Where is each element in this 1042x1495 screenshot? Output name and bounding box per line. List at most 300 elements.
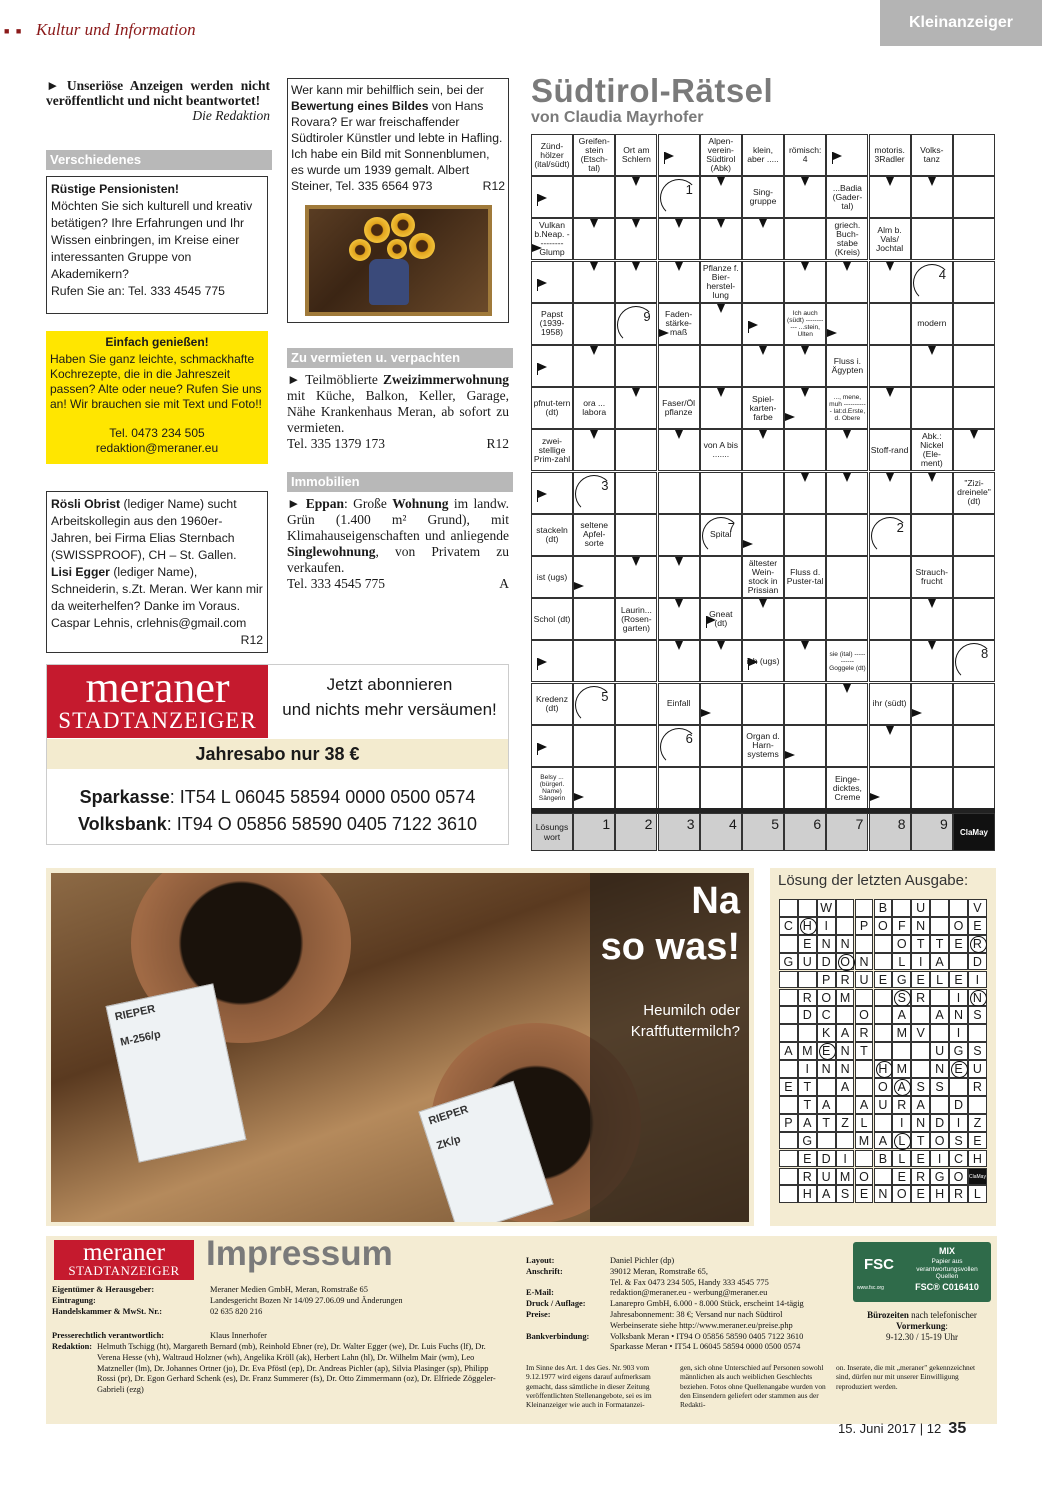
solution-cell: N (817, 935, 836, 953)
answer-cell[interactable] (658, 472, 700, 514)
answer-cell[interactable] (658, 767, 700, 809)
solution-cell: E (911, 1185, 930, 1203)
clue-cell (911, 556, 953, 598)
solution-cell: U (968, 1060, 987, 1078)
solution-cell: G (779, 953, 798, 971)
answer-cell[interactable] (784, 429, 826, 471)
ad-subline: Heumilch oder Kraftfuttermilch? (630, 1002, 740, 1040)
solution-cell (779, 899, 798, 917)
answer-cell[interactable] (953, 303, 995, 345)
solution-cell: A (855, 1096, 874, 1114)
answer-cell[interactable] (658, 514, 700, 556)
answer-cell[interactable] (615, 725, 657, 767)
ad-contact[interactable]: Caspar Lehnis, crlehnis@gmail.com (51, 616, 247, 630)
arrow-down-icon (801, 346, 809, 355)
ad-name: Rösli Obrist (51, 497, 121, 511)
arrow-bent-icon (832, 152, 841, 164)
solution-cell (892, 1042, 911, 1060)
clue-text: römisch: 4 (788, 145, 822, 164)
arrow-down-icon (886, 262, 894, 271)
answer-cell[interactable] (869, 598, 911, 640)
intro-notice-text: ► Unseriöse Anzeigen werden nicht veröffentlicht und nicht beantwortet! (46, 78, 270, 108)
arrow-down-icon (632, 262, 640, 271)
answer-cell[interactable] (911, 767, 953, 809)
answer-cell[interactable] (953, 683, 995, 725)
solution-cell (836, 1096, 855, 1114)
sunflower-shape (409, 233, 435, 259)
solution-cell (874, 1042, 893, 1060)
answer-cell[interactable] (953, 556, 995, 598)
solution-cell: T (911, 935, 930, 953)
solution-cell: C (779, 917, 798, 935)
slogan-line: Jetzt abonnieren (326, 675, 453, 694)
ad-code: R12 (486, 436, 509, 451)
solution-cell (779, 1006, 798, 1024)
solution-letter-cell[interactable] (700, 813, 742, 851)
solution-cell: A (911, 1096, 930, 1114)
solution-cell (874, 1024, 893, 1042)
clue-text: Ich auch (südt) ----------- ...stein, Ulten (787, 309, 824, 338)
clue-cell (658, 387, 700, 429)
impressum-title: Impressum (206, 1234, 393, 1273)
answer-cell[interactable] (573, 725, 615, 767)
solution-cell (779, 1132, 798, 1150)
clue-cell (573, 134, 615, 176)
ad-einfach-geniessen (46, 331, 268, 464)
clue-cell (826, 767, 868, 809)
answer-cell[interactable] (953, 218, 995, 260)
solution-cell: T (855, 1042, 874, 1060)
circle-number: 2 (896, 519, 904, 535)
answer-cell[interactable] (911, 683, 953, 725)
answer-cell[interactable] (615, 472, 657, 514)
clue-text: Stoff-rand (870, 444, 909, 455)
answer-cell[interactable] (700, 472, 742, 514)
tag-code: M-256/p (119, 1028, 162, 1049)
arrow-right-icon (659, 329, 669, 337)
clue-text: von A bis ....... (703, 440, 738, 460)
ad-text: ► Teilmöblierte (287, 372, 383, 387)
clue-text: Einfall (666, 698, 691, 709)
ad-text: mit Küche, Balkon, Keller, Garage, Nähe Krankenhaus Meran, ab sofort zu vermieten. (287, 388, 509, 435)
clue-text: Einge-dicktes, Creme (832, 773, 862, 802)
answer-cell[interactable] (911, 218, 953, 260)
solution-cell: E (779, 1078, 798, 1096)
footer-separator: | (919, 1421, 924, 1436)
clue-cell (531, 218, 573, 260)
arrow-right-icon (785, 751, 795, 759)
clue-text: Faser/Öl pflanze (662, 398, 696, 418)
solution-cell: H (968, 1150, 987, 1168)
solution-cell: O (892, 1185, 911, 1203)
clue-cell (869, 134, 911, 176)
answer-cell[interactable] (826, 514, 868, 556)
arrow-down-icon (590, 262, 598, 271)
answer-cell[interactable] (953, 261, 995, 303)
solution-cell: S (892, 989, 911, 1007)
solution-cell (779, 1150, 798, 1168)
arrow-down-icon (759, 219, 767, 228)
arrow-right-icon (574, 793, 584, 801)
arrow-down-icon (759, 430, 767, 439)
answer-cell[interactable] (573, 176, 615, 218)
ad-headline (590, 878, 740, 970)
clue-text: Strauch-frucht (915, 567, 949, 586)
clue-cell (531, 303, 573, 345)
solution-cell: L (930, 971, 949, 989)
arrow-down-icon (801, 262, 809, 271)
ad-bold: Bewertung eines Bildes (291, 99, 429, 113)
answer-cell[interactable] (742, 472, 784, 514)
answer-cell[interactable] (784, 218, 826, 260)
solution-cell: A (836, 1078, 855, 1096)
solution-cell (836, 1006, 855, 1024)
answer-cell[interactable] (615, 429, 657, 471)
clue-cell (826, 387, 868, 429)
answer-cell[interactable] (953, 176, 995, 218)
solution-cell (874, 935, 893, 953)
imp-press-label: Presserechtlich verantwortlich: (52, 1331, 165, 1340)
solution-cell (968, 1096, 987, 1114)
answer-cell[interactable] (615, 514, 657, 556)
solution-cell: O (874, 1078, 893, 1096)
clue-text: klein, aber ..... (747, 145, 779, 164)
solution-cell: E (949, 971, 968, 989)
solution-cell: U (798, 953, 817, 971)
solution-cell: V (911, 1024, 930, 1042)
clue-text: sie (ital) ----------- Goggele (dt) (829, 650, 866, 672)
solution-cell (836, 899, 855, 917)
answer-cell[interactable] (573, 598, 615, 640)
solution-cell: H (798, 1185, 817, 1203)
arrow-right-icon (827, 329, 837, 337)
solution-cell: O (817, 989, 836, 1007)
clue-text: ist (ugs) (536, 571, 568, 582)
solution-cell: O (855, 1168, 874, 1186)
solution-cell (855, 1060, 874, 1078)
clue-cell (573, 514, 615, 556)
solution-cell: E (968, 917, 987, 935)
solution-cell: T (798, 1096, 817, 1114)
clue-text: stackeln (dt) (536, 524, 568, 544)
arrow-down-icon (717, 641, 725, 650)
arrow-down-icon (801, 473, 809, 482)
arrow-down-icon (717, 177, 725, 186)
arrow-down-icon (801, 177, 809, 186)
answer-cell[interactable] (615, 767, 657, 809)
solution-cell (779, 989, 798, 1007)
answer-cell[interactable] (869, 640, 911, 682)
fsc-mix: MIX (938, 1246, 955, 1256)
solution-cell (930, 1096, 949, 1114)
circle-number: 6 (685, 730, 693, 746)
logo-word: meraner (83, 1239, 165, 1266)
office-bold: Vormerkung (896, 1321, 946, 1331)
imp-values: Meraner Medien GmbH, Meran, Romstraße 65 Landesgericht Bozen Nr 14/09 27.06.09 und Änderungen 02 635 820 216 (210, 1285, 403, 1316)
answer-cell[interactable] (784, 598, 826, 640)
answer-cell[interactable] (911, 514, 953, 556)
section-title: Kultur und Information (36, 20, 196, 39)
clue-text: modern (917, 318, 947, 329)
clue-text: seltene Apfel-sorte (580, 520, 609, 549)
solution-cell: D (817, 953, 836, 971)
solution-cell: R (798, 989, 817, 1007)
solution-cell: R (911, 1168, 930, 1186)
answer-cell[interactable] (700, 345, 742, 387)
solution-cell: O (874, 917, 893, 935)
answer-cell[interactable] (742, 767, 784, 809)
arrow-down-icon (928, 599, 936, 608)
clue-cell (953, 472, 995, 514)
solution-cell: P (855, 917, 874, 935)
answer-cell[interactable] (953, 134, 995, 176)
clue-text: Zünd-hölzer (ital/südt) (534, 140, 570, 169)
ad-text: Wer kann mir behilflich sein, bei der (291, 83, 484, 97)
solution-cell: L (892, 1150, 911, 1168)
solution-cell: N (968, 989, 987, 1007)
fsc-logo: FSC (864, 1256, 894, 1273)
solution-cell: D (817, 1150, 836, 1168)
solution-cell: G (798, 1132, 817, 1150)
answer-cell[interactable] (700, 767, 742, 809)
arrow-down-icon (632, 557, 640, 566)
answer-cell[interactable] (742, 261, 784, 303)
sunflower-shape (364, 217, 390, 243)
solution-cell (779, 1168, 798, 1186)
category-vermieten: Zu vermieten u. verpachten (287, 348, 513, 368)
answer-cell[interactable] (573, 767, 615, 809)
ad-text: (lediger Name), Schneiderin, s.Zt. Meran. Wer kann mir da weiterhelfen? Danke im Voraus. (51, 565, 263, 613)
circle-number: 1 (685, 182, 693, 198)
clue-cell (784, 134, 826, 176)
answer-cell[interactable] (784, 683, 826, 725)
puzzle-brand: ClaMay (953, 813, 995, 851)
answer-cell[interactable] (911, 387, 953, 429)
solution-cell: M (892, 1024, 911, 1042)
arrow-down-icon (843, 473, 851, 482)
solution-letter-cell[interactable] (826, 813, 868, 851)
clue-cell (700, 261, 742, 303)
clue-cell (826, 176, 868, 218)
solution-cell: O (892, 935, 911, 953)
solution-cell: E (798, 1150, 817, 1168)
answer-cell[interactable] (911, 725, 953, 767)
clue-cell (742, 725, 784, 767)
answer-cell[interactable] (573, 556, 615, 598)
solution-cell: L (855, 1114, 874, 1132)
answer-cell[interactable] (573, 303, 615, 345)
answer-cell[interactable] (869, 345, 911, 387)
clue-text: Alm b. Vals/ Jochtal (875, 224, 904, 253)
solution-cell: O (930, 1132, 949, 1150)
answer-cell[interactable] (742, 514, 784, 556)
solution-cell: D (968, 953, 987, 971)
arrow-down-icon (843, 430, 851, 439)
answer-cell[interactable] (615, 640, 657, 682)
answer-cell[interactable] (826, 556, 868, 598)
solution-letter-cell[interactable] (784, 813, 826, 851)
answer-cell[interactable] (615, 683, 657, 725)
answer-cell[interactable] (700, 683, 742, 725)
solution-number: 2 (644, 816, 653, 833)
arrow-down-icon (886, 388, 894, 397)
solution-letter-cell[interactable] (869, 813, 911, 851)
headline-line: so was! (600, 926, 740, 968)
answer-cell[interactable] (700, 725, 742, 767)
clue-cell (742, 556, 784, 598)
arrow-bent-icon (706, 616, 715, 628)
arrow-down-icon (886, 726, 894, 735)
solution-cell (855, 899, 874, 917)
solution-cell: A (817, 1096, 836, 1114)
answer-cell[interactable] (953, 514, 995, 556)
answer-cell[interactable] (658, 345, 700, 387)
solution-cell (817, 1078, 836, 1096)
clue-cell (615, 134, 657, 176)
arrow-down-icon (843, 262, 851, 271)
answer-cell[interactable] (869, 303, 911, 345)
tag-brand: RIEPER (113, 1003, 157, 1024)
solution-cell: G (892, 971, 911, 989)
solution-cell: I (949, 1114, 968, 1132)
bank-name: Volksbank (78, 814, 167, 834)
ad-title: Einfach genießen! (105, 335, 209, 349)
solution-cell (855, 935, 874, 953)
solution-cell (930, 899, 949, 917)
answer-cell[interactable] (784, 725, 826, 767)
solution-cell: E (911, 971, 930, 989)
solution-cell (855, 989, 874, 1007)
solution-cell (855, 1078, 874, 1096)
solution-cell: R (855, 1024, 874, 1042)
solution-cell (836, 917, 855, 935)
solution-cell: N (949, 1006, 968, 1024)
answer-cell[interactable] (615, 345, 657, 387)
ad-email[interactable]: redaktion@meraner.eu (95, 441, 219, 455)
ad-text: Haben Sie ganz leichte, schmackhafte Kochrezepte, die in die Jahreszeit passen? Alte oder neue? Rufen Sie uns an! Wir brauchen sie mit Text und Foto!! (50, 352, 262, 411)
imp-legal: gen, sich ohne Unterschied auf Personen sowohl männlichen als auch weiblichen Geschlechts beziehen. Fotos ohne Quellenangabe wurden von den Einsendern geliefert oder stammen aus der Redakti- (680, 1363, 826, 1410)
arrow-down-icon (970, 430, 978, 439)
bank-iban: : IT54 L 06045 58594 0000 0500 0574 (169, 787, 476, 807)
logo-subword: STADTANZEIGER (58, 708, 257, 733)
solution-cell: N (836, 935, 855, 953)
clue-text: motoris. 3Radler (874, 145, 905, 164)
clue-cell (531, 429, 573, 471)
clue-text: Belsy ... (bürgerl. Name) Sängerin (538, 774, 566, 802)
arrow-bent-icon (664, 152, 673, 164)
clue-text: Kredenz (dt) (535, 693, 568, 713)
answer-cell[interactable] (784, 767, 826, 809)
solution-cell: P (779, 1114, 798, 1132)
solution-letter-cell[interactable] (573, 813, 615, 851)
answer-cell[interactable] (869, 767, 911, 809)
header-dots: ■ ■ (4, 26, 24, 36)
arrow-down-icon (717, 219, 725, 228)
solution-cell: T (911, 1132, 930, 1150)
solution-cell: H (930, 1185, 949, 1203)
solution-cell: U (855, 971, 874, 989)
solution-number: 3 (686, 816, 695, 833)
solution-cell: B (874, 1150, 893, 1168)
solution-cell: L (892, 1132, 911, 1150)
ad-phone: Tel. 333 4545 775 (287, 576, 386, 591)
arrow-down-icon (886, 473, 894, 482)
answer-cell[interactable] (826, 598, 868, 640)
solution-letter-cell[interactable] (658, 813, 700, 851)
ad-text: ► (287, 496, 306, 511)
ad-pensionisten (46, 176, 268, 314)
solution-cell: N (930, 1060, 949, 1078)
answer-cell[interactable] (826, 303, 868, 345)
bank-iban: : IT94 O 05856 58590 0405 7122 3610 (166, 814, 477, 834)
solution-cell: U (874, 1096, 893, 1114)
solution-cell: S (949, 1132, 968, 1150)
solution-cell: C (949, 1150, 968, 1168)
ad-phone: Tel. 0473 234 505 (109, 426, 205, 440)
clue-text: ich (ugs) (746, 655, 780, 666)
answer-cell[interactable] (953, 345, 995, 387)
office-text: nach telefonischer (911, 1310, 977, 1320)
answer-cell[interactable] (953, 725, 995, 767)
solution-cell: S (836, 1185, 855, 1203)
answer-cell[interactable] (953, 598, 995, 640)
solution-cell: R (968, 1078, 987, 1096)
solution-cell: G (930, 1168, 949, 1186)
arrow-down-icon (590, 219, 598, 228)
answer-cell[interactable] (953, 387, 995, 429)
clue-text: Pflanze f. Bier-herstel-lung (702, 262, 739, 300)
headline-line: Na (691, 880, 740, 922)
circle-number: 5 (601, 688, 609, 704)
answer-cell[interactable] (700, 556, 742, 598)
imp-labels: Eigentümer & Herausgeber: Eintragung: Handelskammer & MwSt. Nr.: (52, 1285, 163, 1316)
solution-letter-cell[interactable] (615, 813, 657, 851)
answer-cell[interactable] (869, 556, 911, 598)
solution-cell: R (892, 1096, 911, 1114)
solution-cell: I (798, 1060, 817, 1078)
ad-bold: Singlewohnung (287, 544, 376, 559)
answer-cell[interactable] (784, 514, 826, 556)
solution-cell (930, 1024, 949, 1042)
solution-cell: R (949, 1185, 968, 1203)
fsc-code: FSC® C016410 (915, 1282, 979, 1292)
solution-cell (779, 971, 798, 989)
imp-mid-values: Daniel Pichler (dp) 39012 Meran, Romstraße 65, Tel. & Fax 0473 234 505, Handy 333 4545 775 redaktion@meraner.eu - werbung@meraner.eu Lanarepro GmbH, 6.000 - 8.000 Stück, erscheint 14-tägig Jahresabonnement: 38 €; Versand nur nach Südtirol Werbeinserate siehe http://www.meraner.eu/preise.php Volksbank Meran • IT94 O 05856 58590 0405 7122 3610 Sparkasse Meran • IT54 L 06045 58594 0000 0500 0574 (610, 1256, 804, 1352)
solution-title: Lösung der letzten Ausgabe: (778, 872, 969, 889)
arrow-down-icon (590, 430, 598, 439)
answer-cell[interactable] (573, 640, 615, 682)
solution-letter-cell[interactable] (911, 813, 953, 851)
solution-letter-cell[interactable] (742, 813, 784, 851)
clue-text: Volks-tanz (920, 145, 944, 164)
clue-cell (700, 134, 742, 176)
answer-cell[interactable] (742, 683, 784, 725)
clue-cell (826, 640, 868, 682)
meraner-logo-small (54, 1240, 194, 1280)
solution-cell: M (855, 1132, 874, 1150)
solution-cell (836, 1132, 855, 1150)
answer-cell[interactable] (953, 767, 995, 809)
clue-text: Greifen-stein (Etsch-tal) (578, 136, 610, 173)
solution-cell: E (911, 1150, 930, 1168)
solution-cell (779, 935, 798, 953)
answer-cell[interactable] (826, 725, 868, 767)
solution-cell: L (968, 1185, 987, 1203)
clue-text: Laurin... (Rosen-garten) (620, 604, 652, 633)
solution-cell: N (855, 953, 874, 971)
section-tab: Kleinanzeiger (880, 0, 1042, 46)
solution-cell (874, 989, 893, 1007)
